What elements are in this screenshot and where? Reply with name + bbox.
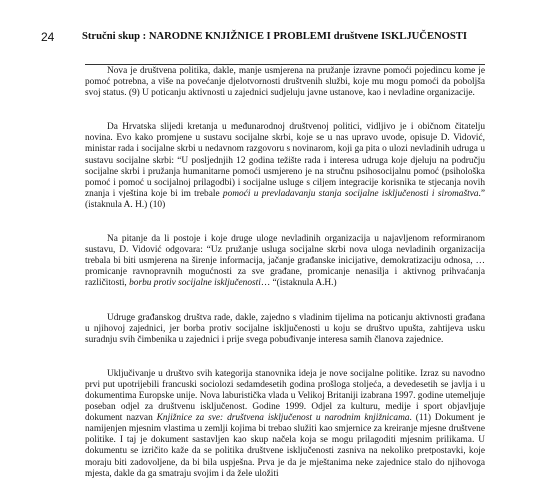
paragraph-1 [85,66,485,99]
paragraph-3-text: Na pitanje da li postoje i koje druge uloge nevladinih organizacija u najavljenom reformiranom sustavu, D. Vidović odgovara: “Uz pružanje usluga socijalne skrbi nova uloga nevladinih organizacija trebala bi biti usmjerena na širenje informacija, jačanje građanske inicijative, demokratizaciju odnosa, … promicanje ravnopravnih mogućnosti za sve građane, promicanje nenasilja i aktivnog prihvaćanja različitosti, borbu protiv socijalne isključenosti… “(istaknula A.H.) [85,234,485,289]
paragraph-4 [85,313,485,346]
emphasized-phrase: borbu protiv socijalne isključenosti [129,278,261,289]
paragraph-5-text: Uključivanje u društvo svih kategorija stanovnika ideja je nove socijalne politike. Izraz su navodno prvi put upotrijebili francuski sociolozi sedamdesetih godina prošloga stoljeća, a devedesetih se javlja i u dokumentima Europske unije. Nova laburistička vlada u Velikoj Britaniji izabrana 1997. godine utemeljuje poseban odjel za društvenu isključenost. Godine 1999. Odjel za kulturu, medije i sport objavljuje dokument nazvan Knjižnice za sve: društvena isključenost u narodnim knjižnicama. (11) Dokument je namijenjen mjesnim vlastima u zemlji kojima bi trebao služiti kao smjernice za kreiranje mjesne društvene politike. I taj je dokument sastavljen kao skup načela koja se mogu prilagoditi mjesnim prilikama. U dokumentu se izričito kaže da se politika društvene isključenosti zasniva na nekoliko pretpostavki, koje moraju biti zadovoljene, da bi bila uspješna. Prva je da je mještanima neke zajednice stalo do njihovoga mjesta, dakle da ga smatraju svojim i da žele uložiti [85,368,486,479]
paragraph-1-text: Nova je društvena politika, dakle, manje usmjerena na pružanje izravne pomoći pojedincu kome je pomoć potrebna, a više na povećanje djelotvornosti društvenih službi, koje mu mogu pomoći da poboljša svoj status. (9) U poticanju aktivnosti u zajednici sudjeluju javne ustanove, kao i nevladine organizacije. [85,66,485,99]
body-text [85,66,485,480]
emphasized-phrase: pomoći u prevladavanju stanja socijalne isključenosti i siromaštva [222,188,479,199]
paragraph-3 [85,234,485,289]
paragraph-5 [85,369,485,480]
paragraph-2 [85,122,485,211]
page-number: 24 [41,30,55,44]
emphasized-phrase: Knjižnice za sve: društvena isključenost u narodnim knjižnicama [156,413,410,424]
header-rule [85,64,485,65]
paragraph-4-text: Udruge građanskog društva rade, dakle, zajedno s vladinim tijelima na poticanju aktivnosti građana u njihovoj zajednici, jer borba protiv socijalne isključenosti u koju se društvo upušta, zahtijeva usku suradnju svih čimbenika u zajednici i prije svega pobuđivanje interesa samih članova zajednice. [85,312,485,345]
running-title: Stručni skup : NARODNE KNJIŽNICE I PROBLEMI društvene ISKLJUČENOSTI [82,31,467,42]
paragraph-2-text: Da Hrvatska slijedi kretanja u međunarodnoj društvenoj politici, vidljivo je i običnom čitatelju novina. Evo kako promjene u sustavu socijalne skrbi, koje se u nas upravo uvode, opisuje D. Vidović, ministar rada i socijalne skrbi u nedavnom razgovoru s novinarom, koji ga pita o ulozi nevladinih udruga u sustavu socijalne skrbi: “U posljednjih 12 godina težište rada i interesa udruga koje djeluju na području socijalne skrbi i pružanja humanitarne pomoći usmjereno je na stručnu psihosocijalnu pomoć (psihološka pomoć i pomoć u socijalnoj prilagodbi) i socijalne usluge s ciljem integracije korisnika te stjecanja novih znanja i vještina koje bi im trebale pomoći u prevladavanju stanja socijalne isključenosti i siromaštva.” (istaknula A. H.) (10) [85,122,485,210]
page-header [41,28,511,48]
